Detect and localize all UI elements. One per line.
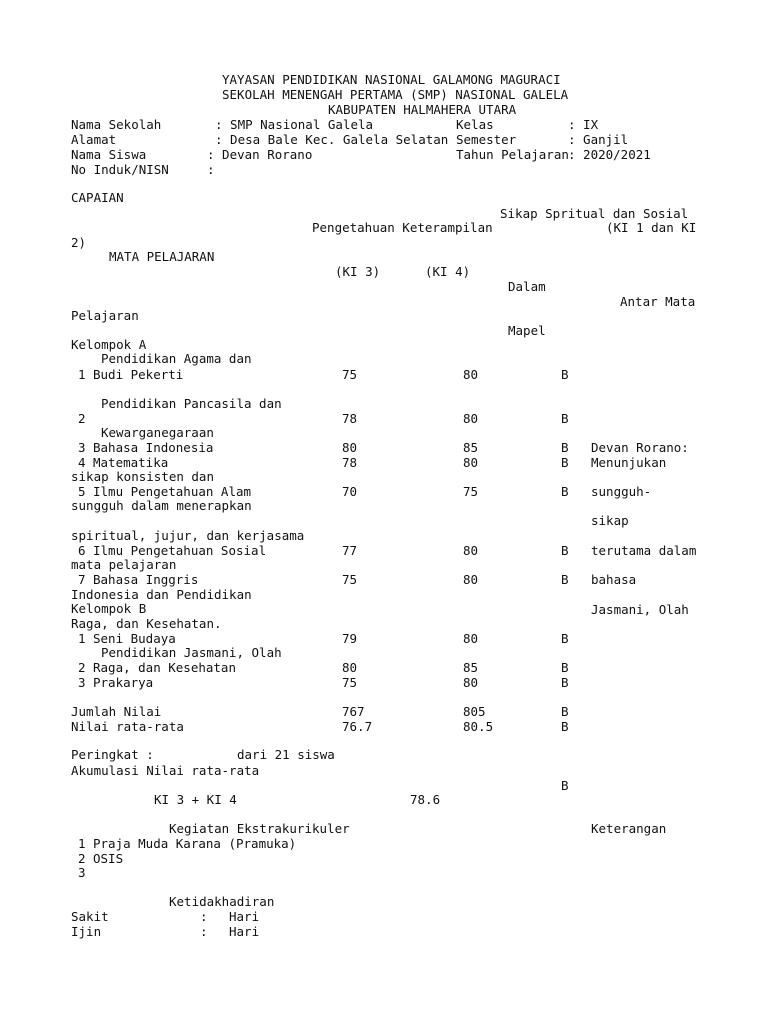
subject-5-number: 5 <box>78 484 86 499</box>
description-line-1: Devan Rorano: <box>591 440 689 455</box>
average-ki4: 80.5 <box>463 719 494 734</box>
description-line-7: spiritual, jujur, dan kerjasama <box>71 528 305 543</box>
subject-1-name: Budi Pekerti <box>93 367 184 382</box>
average-ki3: 76.7 <box>342 719 373 734</box>
regency-name: KABUPATEN HALMAHERA UTARA <box>328 102 517 117</box>
sikap-heading: Sikap Spritual dan Sosial <box>500 206 689 221</box>
subject-b1-ki3: 79 <box>342 631 358 646</box>
rank-of: dari 21 siswa <box>237 747 335 762</box>
subject-2-line2: Kewarganegaraan <box>101 425 214 440</box>
subject-b1-name: Seni Budaya <box>93 631 176 646</box>
subject-6-ki3: 77 <box>342 543 358 558</box>
subject-7-ki4: 80 <box>463 572 479 587</box>
subject-heading: MATA PELAJARAN <box>109 249 215 264</box>
subject-7-name: Bahasa Inggris <box>93 572 199 587</box>
subject-1-grade: B <box>561 367 569 382</box>
subject-5-grade: B <box>561 484 569 499</box>
year-label: Tahun Pelajaran <box>456 147 569 162</box>
total-grade: B <box>561 704 569 719</box>
student-label: Nama Siswa <box>71 147 147 162</box>
subject-5-name: Ilmu Pengetahuan Alam <box>93 484 252 499</box>
knowledge-skill-heading: Pengetahuan Keterampilan <box>312 220 493 235</box>
subject-b3-name: Prakarya <box>93 675 154 690</box>
subject-b1-number: 1 <box>78 631 86 646</box>
subject-2-number: 2 <box>78 411 86 426</box>
extracurricular-heading: Kegiatan Ekstrakurikuler <box>169 821 350 836</box>
permit-unit: Hari <box>229 924 260 939</box>
foundation-name: YAYASAN PENDIDIKAN NASIONAL GALAMONG MAGURACI <box>222 72 561 87</box>
year-value: : 2020/2021 <box>568 147 651 162</box>
average-label: Nilai rata-rata <box>71 719 184 734</box>
subject-b2-name: Raga, dan Kesehatan <box>93 660 236 675</box>
description-line-3: sikap konsisten dan <box>71 469 214 484</box>
subject-3-grade: B <box>561 440 569 455</box>
subject-b3-ki3: 75 <box>342 675 358 690</box>
subject-4-number: 4 <box>78 455 86 470</box>
description-line-11: Indonesia dan Pendidikan <box>71 587 252 602</box>
school-full-name: SEKOLAH MENENGAH PERTAMA (SMP) NASIONAL GALELA <box>222 87 569 102</box>
description-line-8: terutama dalam <box>591 543 697 558</box>
ki-sum-value: 78.6 <box>410 792 441 807</box>
ki12-heading: (KI 1 dan KI <box>606 220 697 235</box>
within-subject-heading: Dalam <box>508 279 546 294</box>
description-line-6: sikap <box>591 513 629 528</box>
description-line-4: sungguh- <box>591 484 652 499</box>
permit-label: Ijin <box>71 924 102 939</box>
mapel-heading: Mapel <box>508 323 546 338</box>
school-value: : SMP Nasional Galela <box>215 117 374 132</box>
total-label: Jumlah Nilai <box>71 704 162 719</box>
sick-label: Sakit <box>71 909 109 924</box>
extra-2-name: OSIS <box>93 851 124 866</box>
subject-6-grade: B <box>561 543 569 558</box>
subject-1-number: 1 <box>78 367 86 382</box>
across-subject-heading: Antar Mata <box>620 294 696 309</box>
school-label: Nama Sekolah <box>71 117 162 132</box>
extra-3-number: 3 <box>78 865 86 880</box>
accumulated-average-label: Akumulasi Nilai rata-rata <box>71 763 260 778</box>
semester-label: Semester <box>456 132 517 147</box>
rank-label: Peringkat : <box>71 747 154 762</box>
subject-b3-grade: B <box>561 675 569 690</box>
extra-1-name: Praja Muda Karana (Pramuka) <box>93 836 297 851</box>
subject-2-grade: B <box>561 411 569 426</box>
subject-3-name: Bahasa Indonesia <box>93 440 214 455</box>
subject-4-name: Matematika <box>93 455 169 470</box>
subject-4-ki3: 78 <box>342 455 358 470</box>
nisn-label: No Induk/NISN <box>71 162 169 177</box>
ki-sum-label: KI 3 + KI 4 <box>154 792 237 807</box>
description-line-10: bahasa <box>591 572 637 587</box>
subject-b1-ki4: 80 <box>463 631 479 646</box>
pelajaran-heading: Pelajaran <box>71 308 139 323</box>
subject-1-ki4: 80 <box>463 367 479 382</box>
subject-6-ki4: 80 <box>463 543 479 558</box>
subject-b1-grade: B <box>561 631 569 646</box>
extra-1-number: 1 <box>78 836 86 851</box>
subject-b2-ki4: 85 <box>463 660 479 675</box>
description-line-2: Menunjukan <box>591 455 667 470</box>
subject-b2-ki3: 80 <box>342 660 358 675</box>
nisn-value: : <box>207 162 215 177</box>
ki12-heading-end: 2) <box>71 235 87 250</box>
subject-2-ki4: 80 <box>463 411 479 426</box>
subject-6-name: Ilmu Pengetahuan Sosial <box>93 543 267 558</box>
average-grade: B <box>561 719 569 734</box>
semester-value: : Ganjil <box>568 132 629 147</box>
ki3-heading: (KI 3) <box>335 264 381 279</box>
subject-2-ki3: 78 <box>342 411 358 426</box>
student-value: : Devan Rorano <box>207 147 313 162</box>
subject-7-number: 7 <box>78 572 86 587</box>
subject-4-ki4: 80 <box>463 455 479 470</box>
address-label: Alamat <box>71 132 117 147</box>
sick-separator: : <box>200 909 208 924</box>
subject-b3-number: 3 <box>78 675 86 690</box>
absence-heading: Ketidakhadiran <box>169 894 275 909</box>
group-a-label: Kelompok A <box>71 337 147 352</box>
subject-3-ki4: 85 <box>463 440 479 455</box>
class-label: Kelas <box>456 117 494 132</box>
total-ki3: 767 <box>342 704 365 719</box>
subject-3-number: 3 <box>78 440 86 455</box>
description-line-13: Raga, dan Kesehatan. <box>71 616 222 631</box>
subject-6-number: 6 <box>78 543 86 558</box>
extra-2-number: 2 <box>78 851 86 866</box>
subject-2-line1: Pendidikan Pancasila dan <box>101 396 282 411</box>
subject-b3-ki4: 80 <box>463 675 479 690</box>
subject-5-ki3: 70 <box>342 484 358 499</box>
subject-3-ki3: 80 <box>342 440 358 455</box>
permit-separator: : <box>200 924 208 939</box>
description-line-9: mata pelajaran <box>71 557 177 572</box>
address-value: : Desa Bale Kec. Galela Selatan <box>215 132 449 147</box>
class-value: : IX <box>568 117 599 132</box>
sick-unit: Hari <box>229 909 260 924</box>
remarks-heading: Keterangan <box>591 821 667 836</box>
description-line-12: Jasmani, Olah <box>591 602 689 617</box>
subject-4-grade: B <box>561 455 569 470</box>
subject-7-grade: B <box>561 572 569 587</box>
ki4-heading: (KI 4) <box>425 264 471 279</box>
subject-b2-number: 2 <box>78 660 86 675</box>
accumulated-grade: B <box>561 778 569 793</box>
description-line-5: sungguh dalam menerapkan <box>71 498 252 513</box>
group-b-label: Kelompok B <box>71 601 147 616</box>
subject-1-ki3: 75 <box>342 367 358 382</box>
subject-7-ki3: 75 <box>342 572 358 587</box>
subject-b2-line1: Pendidikan Jasmani, Olah <box>101 645 282 660</box>
subject-5-ki4: 75 <box>463 484 479 499</box>
subject-b2-grade: B <box>561 660 569 675</box>
total-ki4: 805 <box>463 704 486 719</box>
subject-1-line1: Pendidikan Agama dan <box>101 351 252 366</box>
capaian-heading: CAPAIAN <box>71 190 124 205</box>
